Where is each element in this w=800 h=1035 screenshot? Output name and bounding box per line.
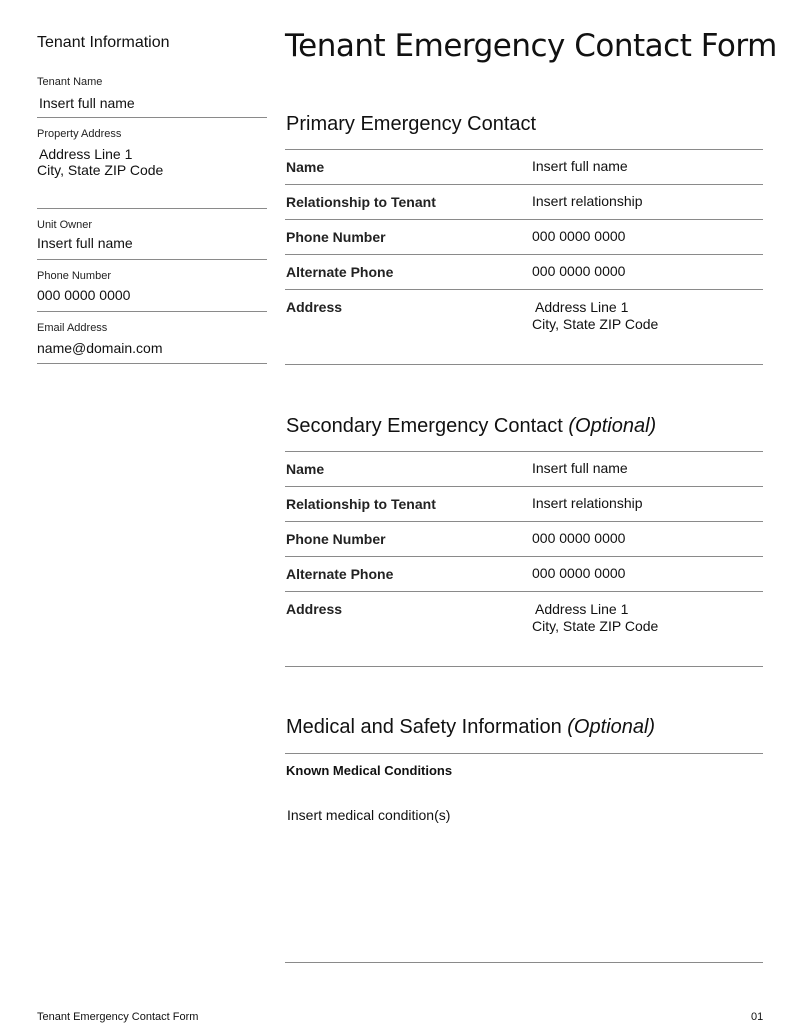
divider: [285, 149, 763, 150]
secondary-row-label: Address: [286, 601, 343, 617]
medical-conditions-field[interactable]: Insert medical condition(s): [287, 807, 451, 823]
page-title: Tenant Emergency Contact Form: [285, 28, 777, 64]
page-number: 01: [751, 1011, 764, 1023]
secondary-row-label: Alternate Phone: [286, 566, 394, 582]
secondary-row-field[interactable]: Insert full name: [532, 460, 628, 476]
divider: [285, 666, 763, 667]
primary-row-label: Address: [286, 299, 343, 315]
primary-row-label: Alternate Phone: [286, 264, 394, 280]
footer-title: Tenant Emergency Contact Form: [37, 1011, 199, 1023]
unit-owner-field[interactable]: Insert full name: [37, 235, 133, 251]
divider: [285, 451, 763, 452]
divider: [285, 556, 763, 557]
secondary-row-label: Relationship to Tenant: [286, 496, 436, 512]
divider: [285, 184, 763, 185]
sidebar-title: Tenant Information: [37, 34, 170, 51]
tenant-name-label: Tenant Name: [37, 76, 103, 88]
divider: [285, 364, 763, 365]
primary-row-field[interactable]: Insert relationship: [532, 193, 643, 209]
tenant-name-field[interactable]: Insert full name: [39, 95, 135, 111]
divider: [285, 591, 763, 592]
property-address-label: Property Address: [37, 128, 122, 140]
phone-label: Phone Number: [37, 270, 111, 282]
primary-row-label: Name: [286, 159, 325, 175]
divider: [285, 753, 763, 754]
divider: [285, 219, 763, 220]
secondary-row-field[interactable]: 000 0000 0000: [532, 530, 626, 546]
divider: [285, 521, 763, 522]
primary-row-label: Phone Number: [286, 229, 386, 245]
divider: [37, 208, 267, 209]
secondary-contact-heading: Secondary Emergency Contact (Optional): [286, 415, 657, 437]
secondary-row-field[interactable]: Insert relationship: [532, 495, 643, 511]
divider: [37, 363, 267, 364]
medical-heading: Medical and Safety Information (Optional): [286, 716, 656, 738]
divider: [285, 486, 763, 487]
email-field[interactable]: name@domain.com: [37, 340, 163, 356]
divider: [285, 289, 763, 290]
divider: [285, 254, 763, 255]
divider: [37, 259, 267, 260]
property-address-line2[interactable]: City, State ZIP Code: [37, 162, 164, 178]
primary-contact-heading: Primary Emergency Contact: [286, 113, 537, 135]
secondary-address-line2[interactable]: City, State ZIP Code: [532, 618, 659, 634]
divider: [37, 117, 267, 118]
primary-row-field[interactable]: 000 0000 0000: [532, 228, 626, 244]
primary-address-line1[interactable]: Address Line 1: [535, 299, 629, 315]
unit-owner-label: Unit Owner: [37, 219, 93, 231]
divider: [285, 962, 763, 963]
phone-field[interactable]: 000 0000 0000: [37, 287, 131, 303]
primary-address-line2[interactable]: City, State ZIP Code: [532, 316, 659, 332]
divider: [37, 311, 267, 312]
primary-row-field[interactable]: 000 0000 0000: [532, 263, 626, 279]
medical-conditions-label: Known Medical Conditions: [286, 763, 453, 778]
secondary-row-label: Name: [286, 461, 325, 477]
property-address-line1[interactable]: Address Line 1: [39, 146, 133, 162]
secondary-row-field[interactable]: 000 0000 0000: [532, 565, 626, 581]
secondary-address-line1[interactable]: Address Line 1: [535, 601, 629, 617]
primary-row-field[interactable]: Insert full name: [532, 158, 628, 174]
primary-row-label: Relationship to Tenant: [286, 194, 436, 210]
secondary-row-label: Phone Number: [286, 531, 386, 547]
email-label: Email Address: [37, 322, 108, 334]
